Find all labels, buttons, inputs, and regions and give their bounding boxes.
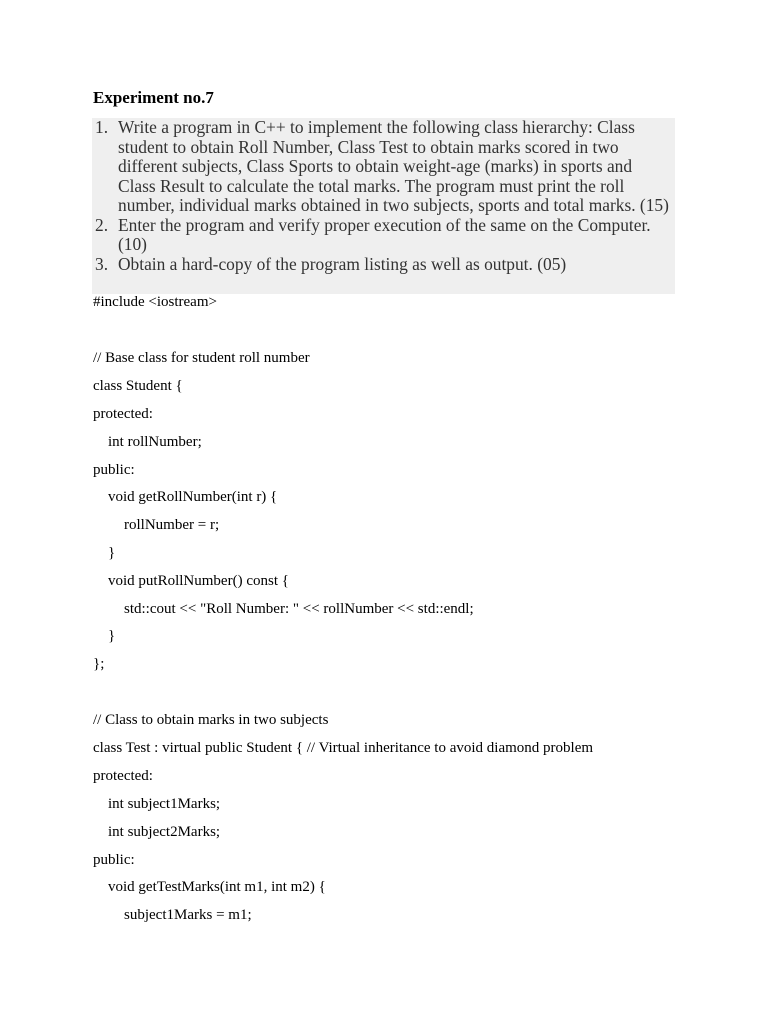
task-text: Enter the program and verify proper execution of the same on the Computer. (10) xyxy=(118,214,651,254)
code-line: void putRollNumber() const { xyxy=(108,573,289,589)
code-line: std::cout << "Roll Number: " << rollNumber << std::endl; xyxy=(124,601,474,617)
task-number: 2. xyxy=(95,214,109,235)
code-line: class Test : virtual public Student { // Virtual inheritance to avoid diamond problem xyxy=(93,740,594,756)
code-line: // Class to obtain marks in two subjects xyxy=(93,712,329,728)
code-line: int subject1Marks; xyxy=(108,796,221,812)
code-line: protected: xyxy=(93,768,153,784)
task-number: 1. xyxy=(95,117,109,137)
task-text: Write a program in C++ to implement the following class hierarchy: Class student to obtain Roll Number, Class Test to obtain marks scored in two different subjects, Class Sports to obtain weight-age (marks) in sports and Class Result to calculate the total marks. The program must print the roll number, individual marks obtained in two subjects, sports and total marks. (15) xyxy=(118,117,669,215)
code-line: public: xyxy=(93,462,135,478)
code-line: #include <iostream> xyxy=(93,294,217,310)
code-line: // Base class for student roll number xyxy=(93,350,310,366)
code-line: protected: xyxy=(93,406,153,422)
code-line: int rollNumber; xyxy=(108,434,202,450)
task-text: Obtain a hard-copy of the program listing as well as output. (05) xyxy=(118,253,567,274)
code-line: void getRollNumber(int r) { xyxy=(108,489,278,505)
code-line: rollNumber = r; xyxy=(124,517,220,533)
code-line: }; xyxy=(93,656,105,672)
task-number: 3. xyxy=(95,253,109,274)
code-line: class Student { xyxy=(93,378,183,394)
code-line: int subject2Marks; xyxy=(108,824,221,840)
code-line: } xyxy=(108,545,116,561)
experiment-heading: Experiment no.7 xyxy=(93,88,214,107)
code-line: } xyxy=(108,628,116,644)
code-line: void getTestMarks(int m1, int m2) { xyxy=(108,879,326,895)
code-line: subject1Marks = m1; xyxy=(124,907,252,923)
code-line: public: xyxy=(93,852,135,868)
